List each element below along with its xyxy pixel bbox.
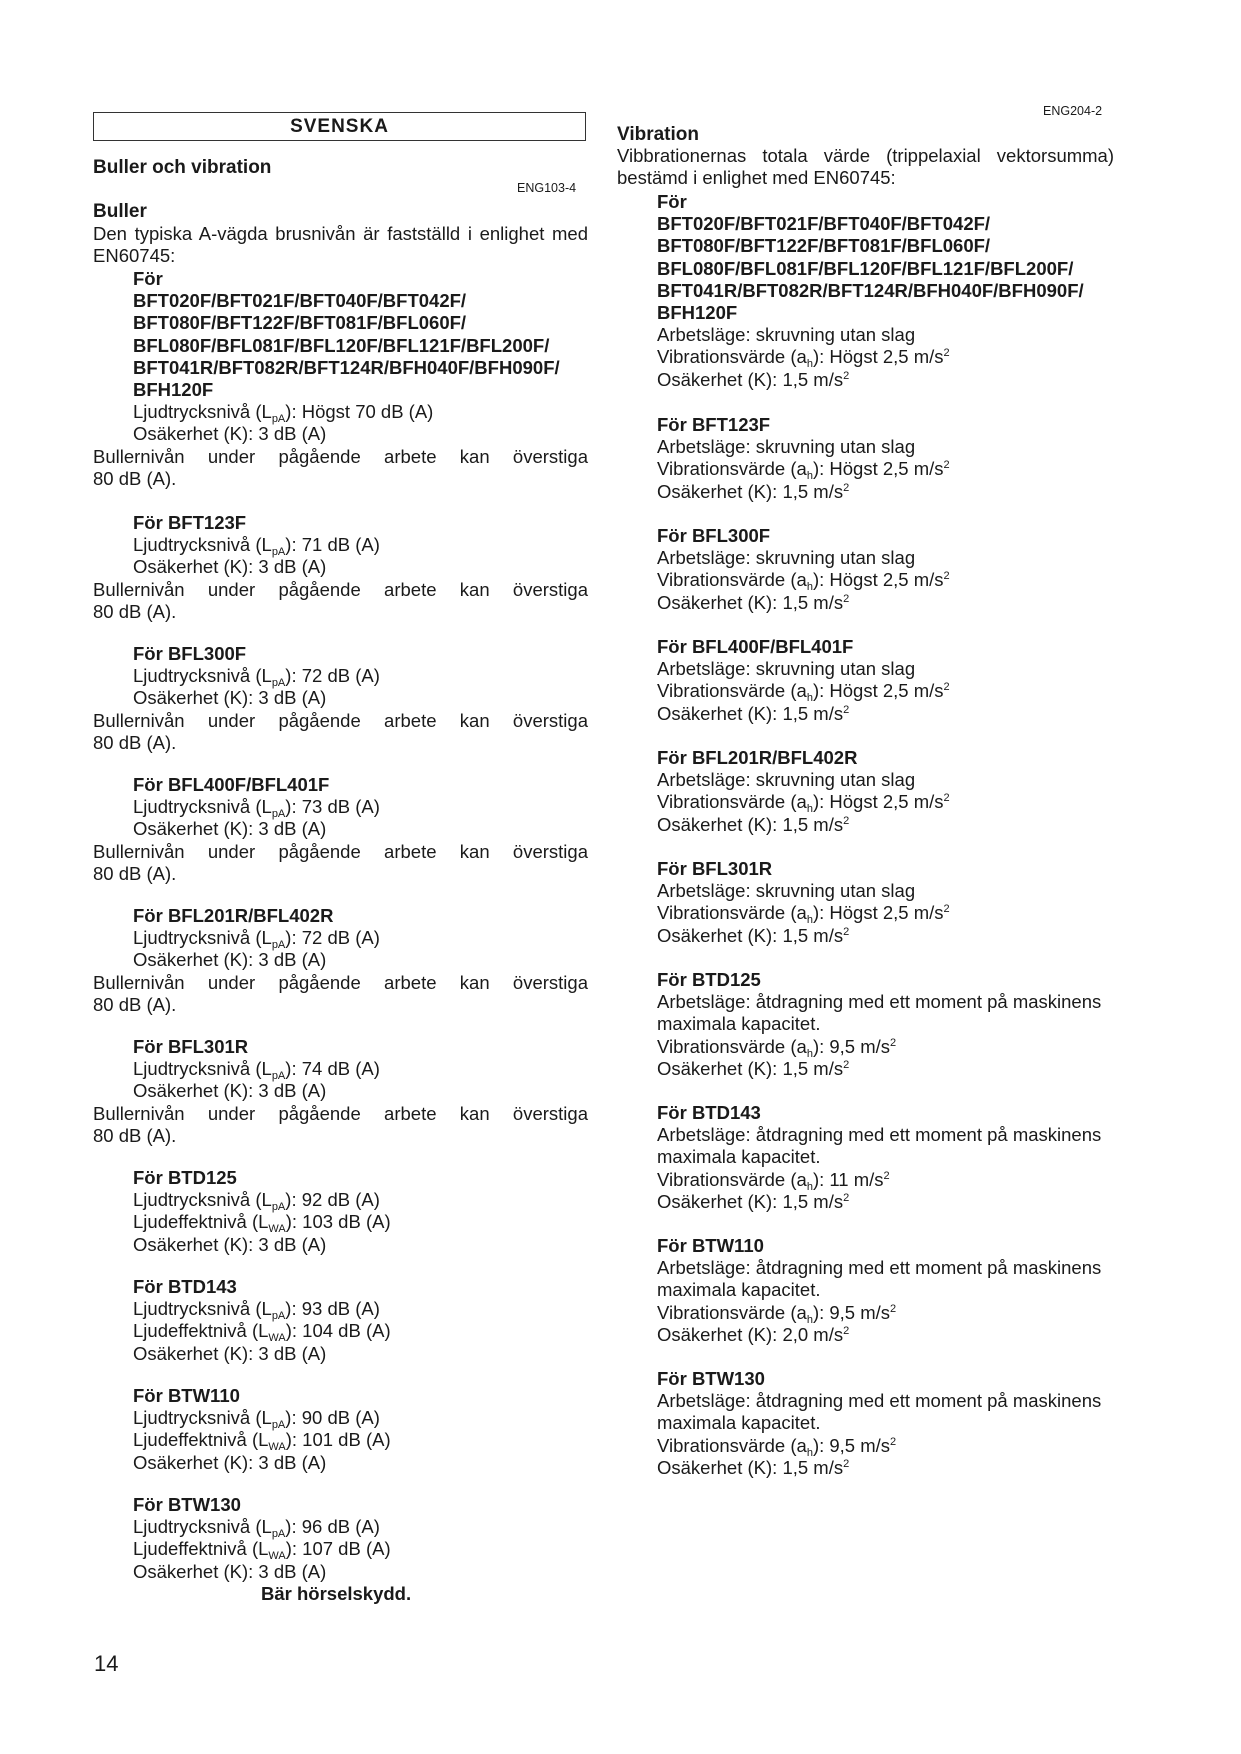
model-list-line: BFH120F: [657, 302, 738, 324]
uncertainty-line: Osäkerhet (K): 1,5 $m/s^2$: [657, 1190, 850, 1212]
group-title: För BFT123F: [133, 512, 247, 533]
vibration-group: [657, 747, 1114, 836]
work-mode-line: Arbetsläge: åtdragning med ett moment på maskinens: [657, 991, 1102, 1013]
work-mode-line: Arbetsläge: skruvning utan slag: [657, 658, 916, 680]
group-title: För BFL201R/BFL402R: [657, 747, 858, 768]
group-title: För BTW130: [133, 1494, 241, 1515]
vibration-group: [657, 858, 1114, 947]
uncertainty-line: Osäkerhet (K): 1,5 $m/s^2$: [657, 480, 850, 502]
group-title: För BFL400F/BFL401F: [133, 774, 330, 795]
model-list-line: BFL080F/BFL081F/BFL120F/BFL121F/BFL200F/: [133, 334, 550, 356]
hearing-protection-note: Bär hörselskydd.: [261, 1583, 412, 1604]
work-mode-line: Arbetsläge: skruvning utan slag: [657, 436, 916, 458]
vibration-value-line: Vibrationsvärde $(a_h)$: 11 $m/s^2$: [657, 1168, 890, 1193]
vibration-value-line: Vibrationsvärde $(a_h)$: 9,5 $m/s^2$: [657, 1434, 897, 1459]
sound-pressure-line: Ljudtrycksnivå $(L_{pA})$: 93 dB (A): [133, 1298, 380, 1323]
group-title: För BTD143: [133, 1276, 237, 1297]
noise-power-group: [133, 1167, 588, 1256]
vibration-value-line: Vibrationsvärde $(a_h)$: Högst 2,5 $m/s^2$: [657, 902, 950, 927]
work-mode-line: Arbetsläge: skruvning utan slag: [657, 880, 916, 902]
sound-pressure-line: Ljudtrycksnivå $(L_{pA})$: 90 dB (A): [133, 1407, 380, 1432]
work-mode-line: Arbetsläge: skruvning utan slag: [657, 547, 916, 569]
group-title: För BTW110: [133, 1385, 240, 1406]
model-list-line: BFT041R/BFT082R/BFT124R/BFH040F/BFH090F/: [657, 279, 1084, 301]
sound-pressure-line: Ljudtrycksnivå $(L_{pA})$: 71 dB (A): [133, 534, 380, 559]
uncertainty-line: Osäkerhet (K): 1,5 $m/s^2$: [657, 702, 850, 724]
uncertainty-line: Osäkerhet (K): 2,0 $m/s^2$: [657, 1323, 850, 1345]
exceed-note: Bullernivån under pågående arbete kan överstiga: [93, 971, 588, 993]
sound-pressure-line: Ljudtrycksnivå $(L_{pA})$: 74 dB (A): [133, 1058, 380, 1083]
model-list-line: BFT020F/BFT021F/BFT040F/BFT042F/: [133, 290, 467, 312]
uncertainty-line: Osäkerhet (K): 3 dB (A): [133, 1233, 327, 1255]
group-title: För BFL300F: [133, 643, 247, 664]
vibration-value-line: Vibrationsvärde $(a_h)$: Högst 2,5 $m/s^2$: [657, 346, 950, 371]
work-mode-line: maximala kapacitet.: [657, 1412, 821, 1434]
group-title: För BFL301R: [133, 1036, 249, 1057]
work-mode-line: maximala kapacitet.: [657, 1013, 821, 1035]
group-title: För BTW110: [657, 1235, 764, 1256]
vibration-group: [657, 1235, 1114, 1346]
uncertainty-line: Osäkerhet (K): 1,5 $m/s^2$: [657, 591, 850, 613]
vibration-value-line: Vibrationsvärde $(a_h)$: 9,5 $m/s^2$: [657, 1301, 897, 1326]
noise-group: För BFL300F Ljudtrycksnivå $(L_{pA})$: 72 dB (A) Osäkerhet (K): 3 dB (A) Bullernivån under pågående arbete kan överstiga 80 dB (A).: [93, 643, 588, 753]
sound-power-line: Ljudeffektnivå $(L_{WA})$: 103 dB (A): [133, 1211, 391, 1236]
uncertainty-line: Osäkerhet (K): 3 dB (A): [133, 1451, 327, 1473]
exceed-note: Bullernivån under pågående arbete kan överstiga: [93, 578, 588, 600]
work-mode-line: maximala kapacitet.: [657, 1279, 821, 1301]
work-mode-line: Arbetsläge: skruvning utan slag: [657, 769, 916, 791]
work-mode-line: Arbetsläge: skruvning utan slag: [657, 324, 916, 346]
noise-group: För BFT123F Ljudtrycksnivå $(L_{pA})$: 71 dB (A) Osäkerhet (K): 3 dB (A) Bullernivån under pågående arbete kan överstiga 80 dB (A).: [93, 512, 588, 622]
vibration-code: ENG204-2: [1043, 104, 1103, 118]
sound-pressure-line: Ljudtrycksnivå $(L_{pA})$: 73 dB (A): [133, 796, 380, 821]
group-title: För BFL400F/BFL401F: [657, 636, 854, 657]
uncertainty-line: Osäkerhet (K): 1,5 $m/s^2$: [657, 813, 850, 835]
vibration-value-line: Vibrationsvärde $(a_h)$: Högst 2,5 $m/s^2$: [657, 569, 950, 594]
sound-pressure-line: Ljudtrycksnivå $(L_{pA})$: 72 dB (A): [133, 927, 380, 952]
sound-power-line: Ljudeffektnivå $(L_{WA})$: 104 dB (A): [133, 1320, 391, 1345]
uncertainty-line: Osäkerhet (K): 3 dB (A): [133, 818, 327, 840]
noise-power-group: [133, 1385, 588, 1474]
group-title: För BFT123F: [657, 414, 771, 435]
exceed-note: Bullernivån under pågående arbete kan överstiga: [93, 709, 588, 731]
vibration-group-first: [657, 191, 1114, 391]
group-title: För BTW130: [657, 1368, 765, 1389]
work-mode-line: Arbetsläge: åtdragning med ett moment på maskinens: [657, 1390, 1102, 1412]
model-list-line: BFL080F/BFL081F/BFL120F/BFL121F/BFL200F/: [657, 257, 1074, 279]
exceed-note: Bullernivån under pågående arbete kan överstiga: [93, 1102, 588, 1124]
language-header: SVENSKA: [93, 112, 586, 141]
noise-group: För BFL400F/BFL401F Ljudtrycksnivå $(L_{pA})$: 73 dB (A) Osäkerhet (K): 3 dB (A) Bullernivån under pågående arbete kan överstiga 80 dB (A).: [93, 774, 588, 884]
group-for-label: För: [133, 268, 163, 289]
model-list-line: BFT080F/BFT122F/BFT081F/BFL060F/: [133, 312, 467, 334]
model-list-line: BFT020F/BFT021F/BFT040F/BFT042F/: [657, 213, 991, 235]
uncertainty-line: Osäkerhet (K): 1,5 $m/s^2$: [657, 1057, 850, 1079]
exceed-note: Bullernivån under pågående arbete kan överstiga: [93, 840, 588, 862]
uncertainty-line: Osäkerhet (K): 3 dB (A): [133, 1342, 327, 1364]
uncertainty-line: Osäkerhet (K): 3 dB (A): [133, 1080, 327, 1102]
sound-power-line: Ljudeffektnivå $(L_{WA})$: 107 dB (A): [133, 1538, 391, 1563]
uncertainty-line: Osäkerhet (K): 3 dB (A): [133, 1560, 327, 1582]
sound-power-line: Ljudeffektnivå $(L_{WA})$: 101 dB (A): [133, 1429, 391, 1454]
vibration-group: [657, 1368, 1114, 1479]
vibration-group: [657, 414, 1114, 503]
noise-group-first: [133, 268, 588, 446]
group-title: För BTD143: [657, 1102, 761, 1123]
vibration-value-line: Vibrationsvärde $(a_h)$: Högst 2,5 $m/s^2$: [657, 791, 950, 816]
model-list-line: BFT080F/BFT122F/BFT081F/BFL060F/: [657, 235, 991, 257]
page-number: 14: [94, 1651, 119, 1676]
vibration-value-line: Vibrationsvärde $(a_h)$: Högst 2,5 $m/s^2$: [657, 680, 950, 705]
uncertainty-line: Osäkerhet (K): 1,5 $m/s^2$: [657, 924, 850, 946]
noise-power-group: [133, 1494, 588, 1583]
group-title: För BFL201R/BFL402R: [133, 905, 334, 926]
sound-pressure-line: Ljudtrycksnivå $(L_{pA})$: 92 dB (A): [133, 1189, 380, 1214]
model-list-line: BFH120F: [133, 379, 214, 401]
work-mode-line: Arbetsläge: åtdragning med ett moment på maskinens: [657, 1124, 1102, 1146]
group-title: För BTD125: [657, 969, 761, 990]
vibration-group: [657, 969, 1114, 1080]
sound-pressure-line: Ljudtrycksnivå $(L_{pA})$: Högst 70 dB (A): [133, 401, 434, 426]
uncertainty-line: Osäkerhet (K): 1,5 $m/s^2$: [657, 1456, 850, 1478]
noise-intro: Den typiska A-vägda brusnivån är fastställd i enlighet med EN60745:: [93, 223, 588, 267]
group-title: För BFL301R: [657, 858, 773, 879]
sound-pressure-line: Ljudtrycksnivå $(L_{pA})$: 72 dB (A): [133, 665, 380, 690]
vibration-heading: Vibration: [617, 124, 699, 145]
vibration-value-line: Vibrationsvärde $(a_h)$: 9,5 $m/s^2$: [657, 1035, 897, 1060]
section-title: Buller och vibration: [93, 157, 272, 178]
uncertainty-line: Osäkerhet (K): 3 dB (A): [133, 423, 327, 445]
work-mode-line: Arbetsläge: åtdragning med ett moment på maskinens: [657, 1257, 1102, 1279]
noise-group: För BFL301R Ljudtrycksnivå $(L_{pA})$: 74 dB (A) Osäkerhet (K): 3 dB (A) Bullernivån under pågående arbete kan överstiga 80 dB (A).: [93, 1036, 588, 1146]
work-mode-line: maximala kapacitet.: [657, 1146, 821, 1168]
vibration-group: [657, 1102, 1114, 1213]
uncertainty-line: Osäkerhet (K): 3 dB (A): [133, 556, 327, 578]
vibration-value-line: Vibrationsvärde $(a_h)$: Högst 2,5 $m/s^2$: [657, 458, 950, 483]
uncertainty-line: Osäkerhet (K): 3 dB (A): [133, 949, 327, 971]
uncertainty-line: Osäkerhet (K): 3 dB (A): [133, 687, 327, 709]
uncertainty-line: Osäkerhet (K): 1,5 $m/s^2$: [657, 368, 850, 390]
vibration-intro: Vibbrationernas totala värde (trippelaxial vektorsumma) bestämd i enlighet med EN60745:: [617, 145, 1114, 189]
sound-pressure-line: Ljudtrycksnivå $(L_{pA})$: 96 dB (A): [133, 1516, 380, 1541]
vibration-group: [657, 636, 1114, 725]
group-for-label: För: [657, 191, 687, 212]
exceed-note: Bullernivån under pågående arbete kan överstiga 80 dB (A).: [93, 446, 588, 490]
noise-heading: Buller: [93, 201, 147, 222]
model-list-line: BFT041R/BFT082R/BFT124R/BFH040F/BFH090F/: [133, 356, 560, 378]
group-title: För BTD125: [133, 1167, 237, 1188]
noise-code: ENG103-4: [517, 181, 577, 195]
group-title: För BFL300F: [657, 525, 771, 546]
vibration-group: [657, 525, 1114, 614]
noise-power-group: [133, 1276, 588, 1365]
noise-group: För BFL201R/BFL402R Ljudtrycksnivå $(L_{pA})$: 72 dB (A) Osäkerhet (K): 3 dB (A) Bullernivån under pågående arbete kan överstiga 80 dB (A).: [93, 905, 588, 1015]
